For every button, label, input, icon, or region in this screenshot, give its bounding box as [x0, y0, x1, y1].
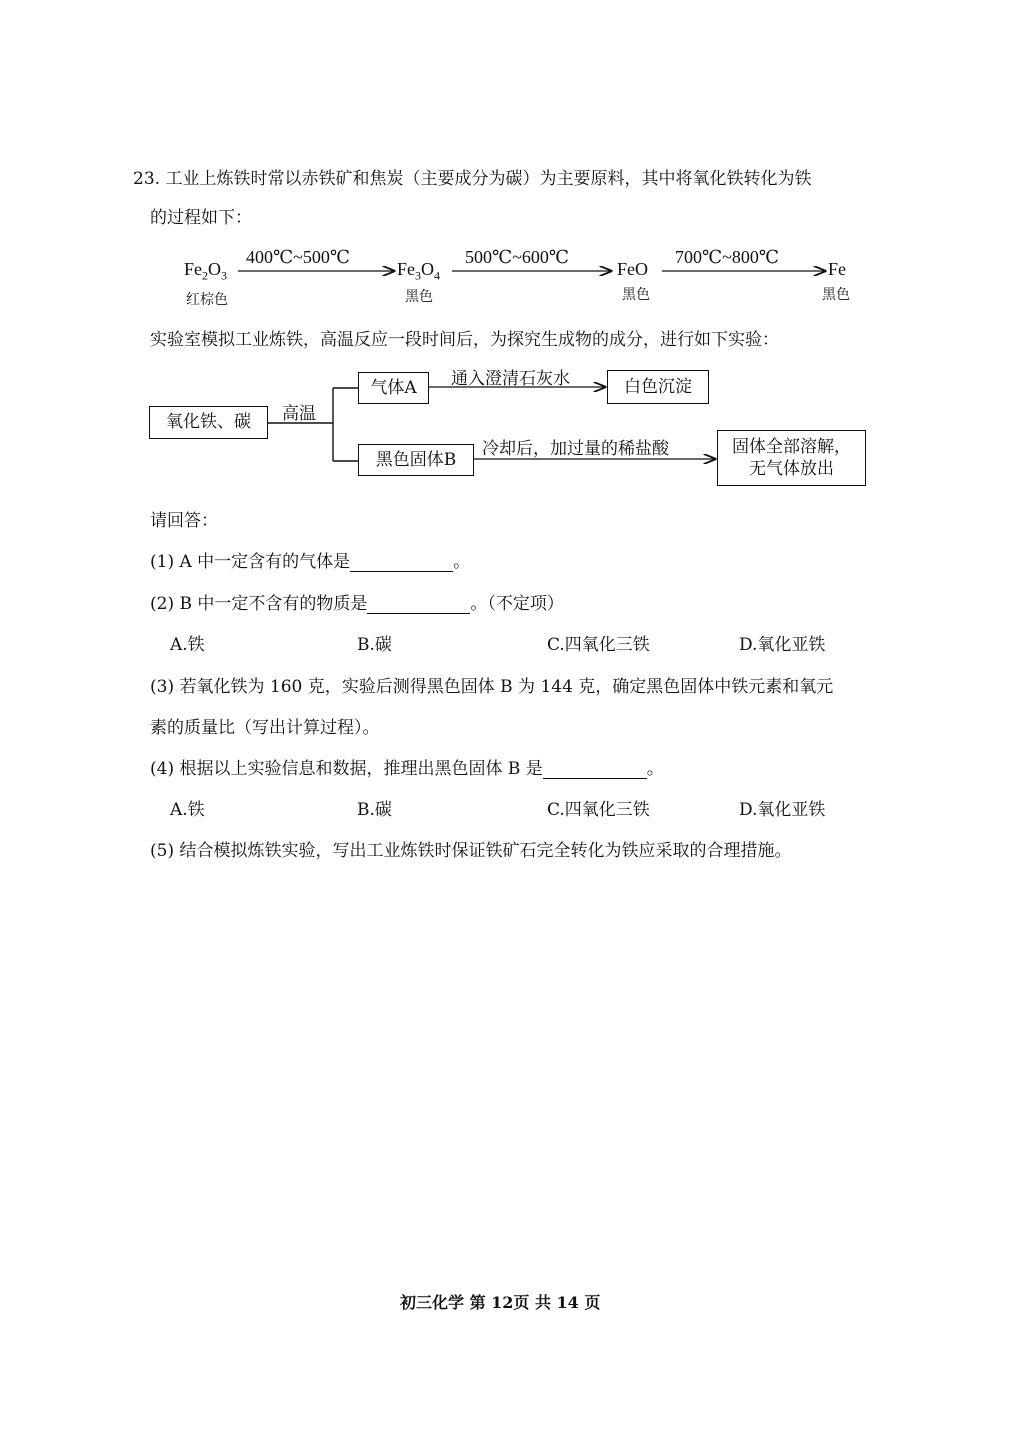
q4-option-b[interactable]: B.碳: [357, 800, 392, 820]
color-label-4: 黑色: [822, 287, 850, 303]
species-fe3o4: $Fe_3O_4$: [397, 259, 440, 283]
question-3-line-2: 素的质量比（写出计算过程）。: [150, 718, 380, 738]
color-label-3: 黑色: [622, 287, 650, 303]
solid-step-label: 冷却后，加过量的稀盐酸: [482, 439, 669, 459]
box-solid: 黑色固体B: [358, 444, 474, 476]
question-2: (2) B 中一定不含有的物质是 。（不定项）: [150, 594, 564, 614]
q2-option-b[interactable]: B.碳: [357, 635, 392, 655]
color-label-2: 黑色: [405, 289, 433, 305]
heat-label: 高温: [282, 404, 316, 424]
question-line-2: 的过程如下：: [150, 208, 252, 228]
species-fe: Fe: [828, 259, 846, 279]
color-label-1: 红棕色: [186, 292, 228, 308]
answer-prompt: 请回答：: [150, 511, 218, 531]
box-gas: 气体A: [358, 372, 429, 404]
q2-option-a[interactable]: A.铁: [170, 635, 205, 655]
solid-result-line-1: 固体全部溶解，: [732, 436, 851, 457]
box-start: 氧化铁、碳: [149, 406, 268, 439]
species-feo: FeO: [617, 259, 648, 279]
solid-result-line-2: 无气体放出: [749, 459, 834, 479]
question-5: (5) 结合模拟炼铁实验，写出工业炼铁时保证铁矿石完全转化为铁应采取的合理措施。: [150, 841, 792, 861]
condition-2: 500℃~600℃: [465, 247, 570, 267]
box-gas-result: 白色沉淀: [607, 370, 709, 404]
page-footer: 初三化学 第 12页 共 14 页: [400, 1293, 601, 1312]
answer-blank-1[interactable]: [350, 551, 453, 572]
answer-blank-4[interactable]: [543, 758, 647, 779]
gas-step-label: 通入澄清石灰水: [451, 369, 570, 389]
q4-option-d[interactable]: D.氧化亚铁: [739, 800, 826, 820]
q2-option-c[interactable]: C.四氧化三铁: [547, 635, 650, 655]
lab-intro: 实验室模拟工业炼铁，高温反应一段时间后，为探究生成物的成分，进行如下实验：: [150, 330, 779, 350]
box-solid-result: [717, 430, 866, 486]
question-3-line-1: (3) 若氧化铁为 160 克，实验后测得黑色固体 B 为 144 克，确定黑色固体中铁元素和氧元: [150, 677, 834, 697]
question-1: (1) A 中一定含有的气体是 。: [150, 552, 471, 572]
q4-option-a[interactable]: A.铁: [170, 800, 205, 820]
question-line-1: 23. 工业上炼铁时常以赤铁矿和焦炭（主要成分为碳）为主要原料，其中将氧化铁转化为铁: [133, 169, 812, 189]
q4-option-c[interactable]: C.四氧化三铁: [547, 800, 650, 820]
q2-option-d[interactable]: D.氧化亚铁: [739, 635, 826, 655]
species-fe2o3: $Fe_2O_3$: [184, 259, 227, 283]
question-4: (4) 根据以上实验信息和数据，推理出黑色固体 B 是 。: [150, 759, 664, 779]
answer-blank-2[interactable]: [367, 593, 470, 614]
condition-1: 400℃~500℃: [246, 247, 351, 267]
condition-3: 700℃~800℃: [675, 247, 780, 267]
